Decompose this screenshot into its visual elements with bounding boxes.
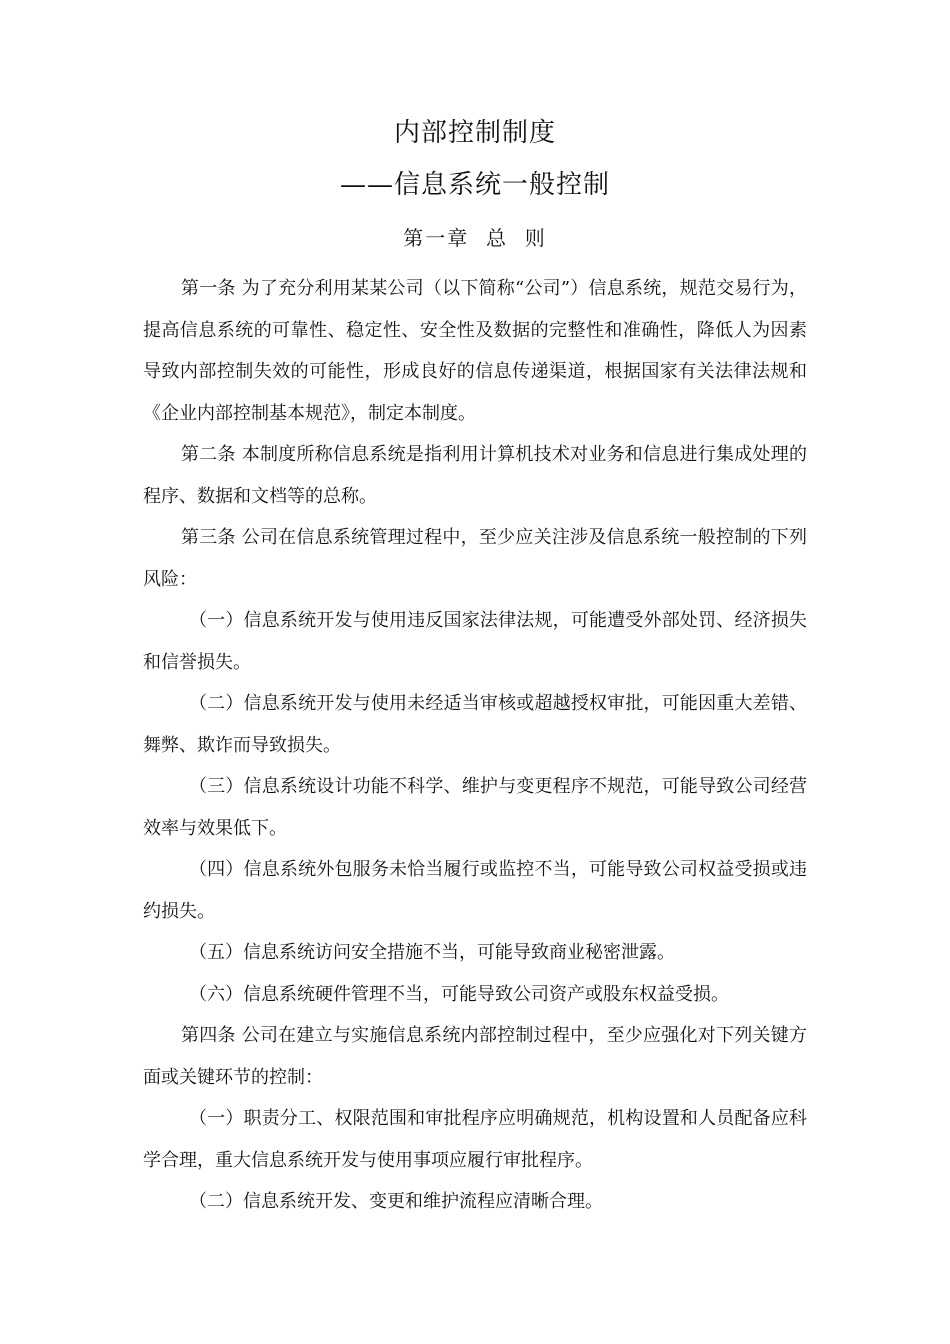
document-body: [143, 268, 807, 1223]
control-item-1: （一）职责分工、权限范围和审批程序应明确规范，机构设置和人员配备应科学合理，重大信息系统开发与使用事项应履行审批程序。: [143, 1108, 807, 1171]
risk-item-1: （一）信息系统开发与使用违反国家法律法规，可能遭受外部处罚、经济损失和信誉损失。: [143, 610, 807, 673]
article-3-paragraph: 第三条 公司在信息系统管理过程中，至少应关注涉及信息系统一般控制的下列风险：: [143, 527, 807, 590]
risk-item-5: （五）信息系统访问安全措施不当，可能导致商业秘密泄露。: [189, 942, 675, 963]
article-4-paragraph: 第四条 公司在建立与实施信息系统内部控制过程中，至少应强化对下列关键方面或关键环节的控制：: [143, 1025, 807, 1088]
chapter-heading: 第一章 总 则: [403, 226, 547, 250]
document-title: 内部控制制度: [393, 118, 556, 148]
article-1-paragraph: 第一条 为了充分利用某某公司（以下简称“公司”）信息系统，规范交易行为，提高信息系统的可靠性、稳定性、安全性及数据的完整性和准确性，降低人为因素导致内部控制失效的可能性，形成良好的信息传递渠道，根据国家有关法律法规和《企业内部控制基本规范》，制定本制度。: [143, 278, 807, 424]
document-subtitle: ——信息系统一般控制: [339, 170, 610, 200]
risk-item-6: （六）信息系统硬件管理不当，可能导致公司资产或股东权益受损。: [189, 983, 729, 1005]
risk-item-3: （三）信息系统设计功能不科学、维护与变更程序不规范，可能导致公司经营效率与效果低下。: [143, 776, 807, 839]
risk-item-4: （四）信息系统外包服务未恰当履行或监控不当，可能导致公司权益受损或违约损失。: [143, 859, 807, 922]
risk-item-2: （二）信息系统开发与使用未经适当审核或超越授权审批，可能因重大差错、舞弊、欺诈而导致损失。: [143, 693, 807, 756]
article-2-paragraph: 第二条 本制度所称信息系统是指利用计算机技术对业务和信息进行集成处理的程序、数据和文档等的总称。: [143, 444, 807, 507]
control-item-2: （二）信息系统开发、变更和维护流程应清晰合理。: [189, 1191, 603, 1212]
